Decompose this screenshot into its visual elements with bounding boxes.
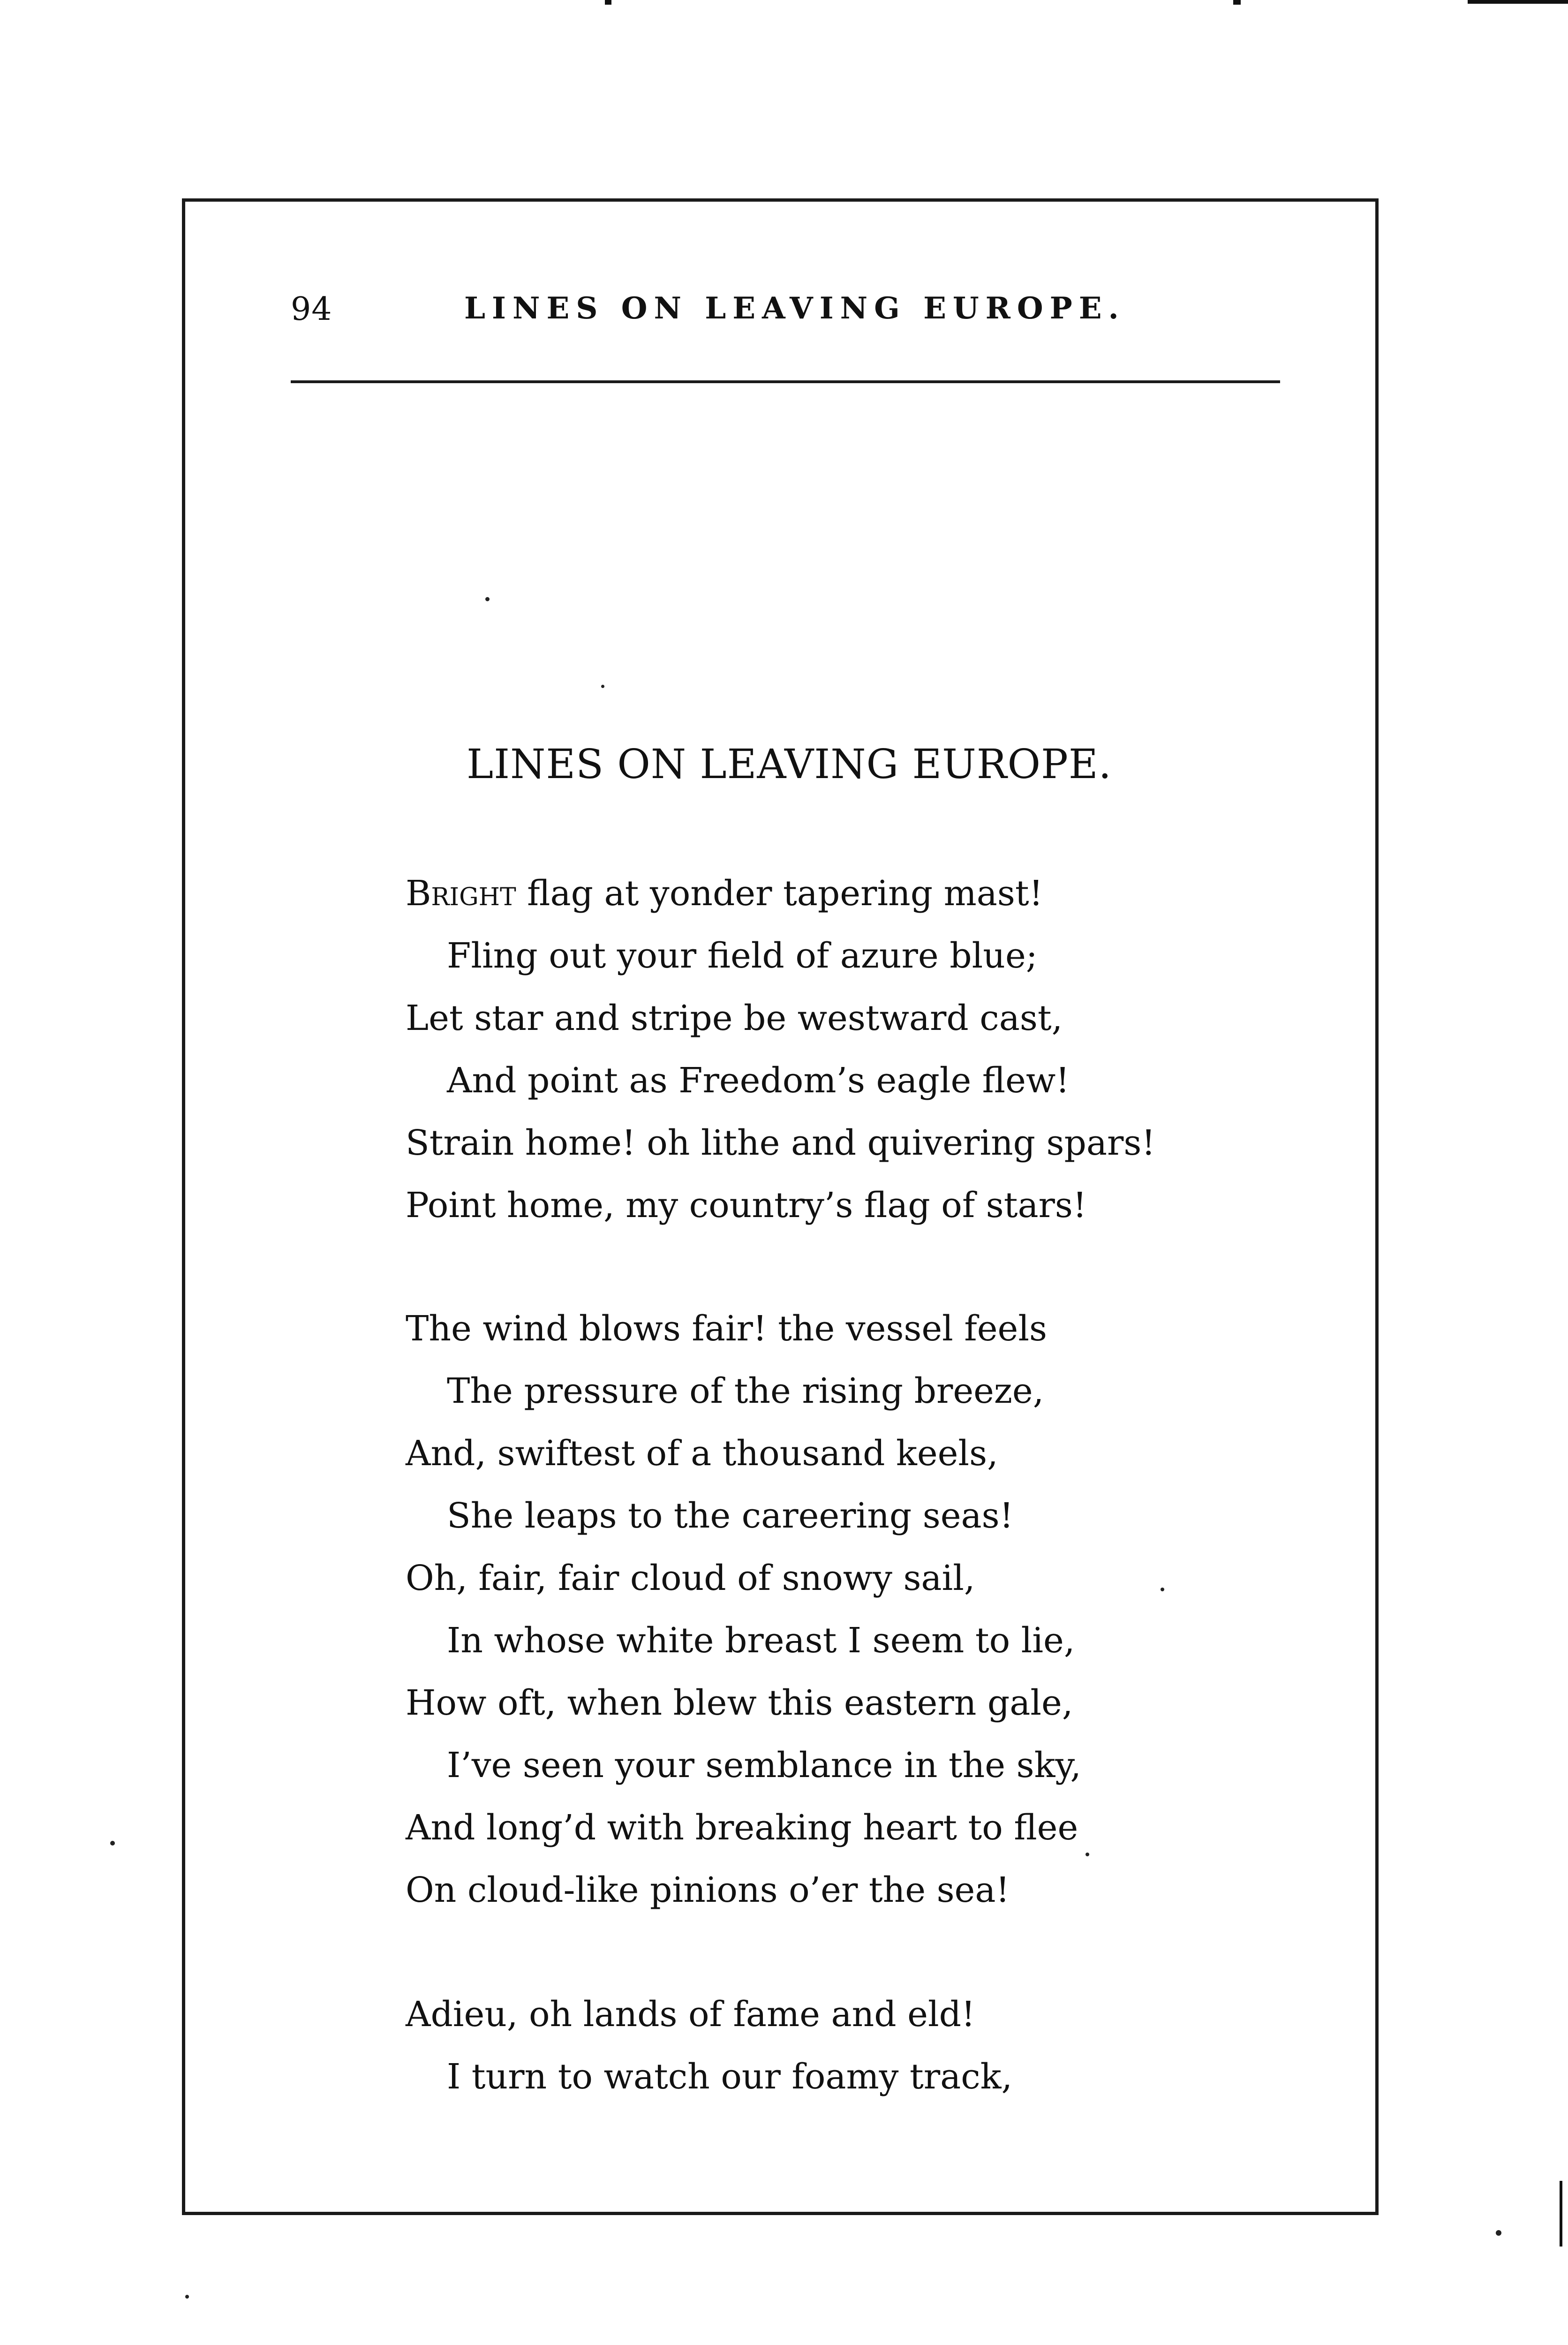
poem-line: Let star and stripe be westward cast,	[406, 998, 1063, 1038]
edge-mark	[1560, 2181, 1562, 2247]
running-title: LINES ON LEAVING EUROPE.	[464, 291, 1125, 326]
poem-line: In whose white breast I seem to lie,	[447, 1620, 1075, 1661]
edge-mark	[1233, 0, 1241, 5]
poem-line-rest: flag at yonder tapering mast!	[516, 873, 1043, 914]
scan-speck	[1086, 1853, 1089, 1856]
poem-line: How oft, when blew this eastern gale,	[406, 1683, 1073, 1723]
poem-line: And long’d with breaking heart to flee	[406, 1808, 1078, 1848]
edge-mark	[605, 0, 611, 5]
edge-mark	[1468, 0, 1568, 4]
poem-title: LINES ON LEAVING EUROPE.	[467, 741, 1112, 788]
poem-line: Oh, fair, fair cloud of snowy sail,	[406, 1558, 975, 1598]
poem-line: And, swiftest of a thousand keels,	[406, 1433, 998, 1474]
poem-line: And point as Freedom’s eagle flew!	[447, 1060, 1070, 1101]
poem-line: Fling out your field of azure blue;	[447, 936, 1038, 976]
poem-line: I turn to watch our foamy track,	[447, 2057, 1013, 2097]
scan-speck	[185, 2295, 189, 2299]
scan-speck	[1496, 2230, 1501, 2236]
scan-speck	[601, 685, 604, 688]
poem-line: Strain home! oh lithe and quivering spars!	[406, 1123, 1156, 1163]
running-header	[291, 291, 1280, 338]
poem-first-word: Bright	[406, 873, 516, 914]
poem-line: Adieu, oh lands of fame and eld!	[406, 1994, 975, 2035]
poem-line: Point home, my country’s flag of stars!	[406, 1185, 1087, 1225]
poem-line: I’ve seen your semblance in the sky,	[447, 1745, 1081, 1785]
scan-speck	[485, 597, 490, 601]
scan-speck	[1161, 1588, 1164, 1591]
poem-line	[406, 873, 1043, 914]
header-rule	[291, 380, 1280, 383]
poem-line: The pressure of the rising breeze,	[447, 1371, 1044, 1411]
scan-speck	[110, 1841, 115, 1846]
page-number: 94	[291, 291, 332, 328]
poem-line: On cloud-like pinions o’er the sea!	[406, 1870, 1010, 1910]
poem-line: The wind blows fair! the vessel feels	[406, 1309, 1047, 1349]
poem-line: She leaps to the careering seas!	[447, 1496, 1014, 1536]
